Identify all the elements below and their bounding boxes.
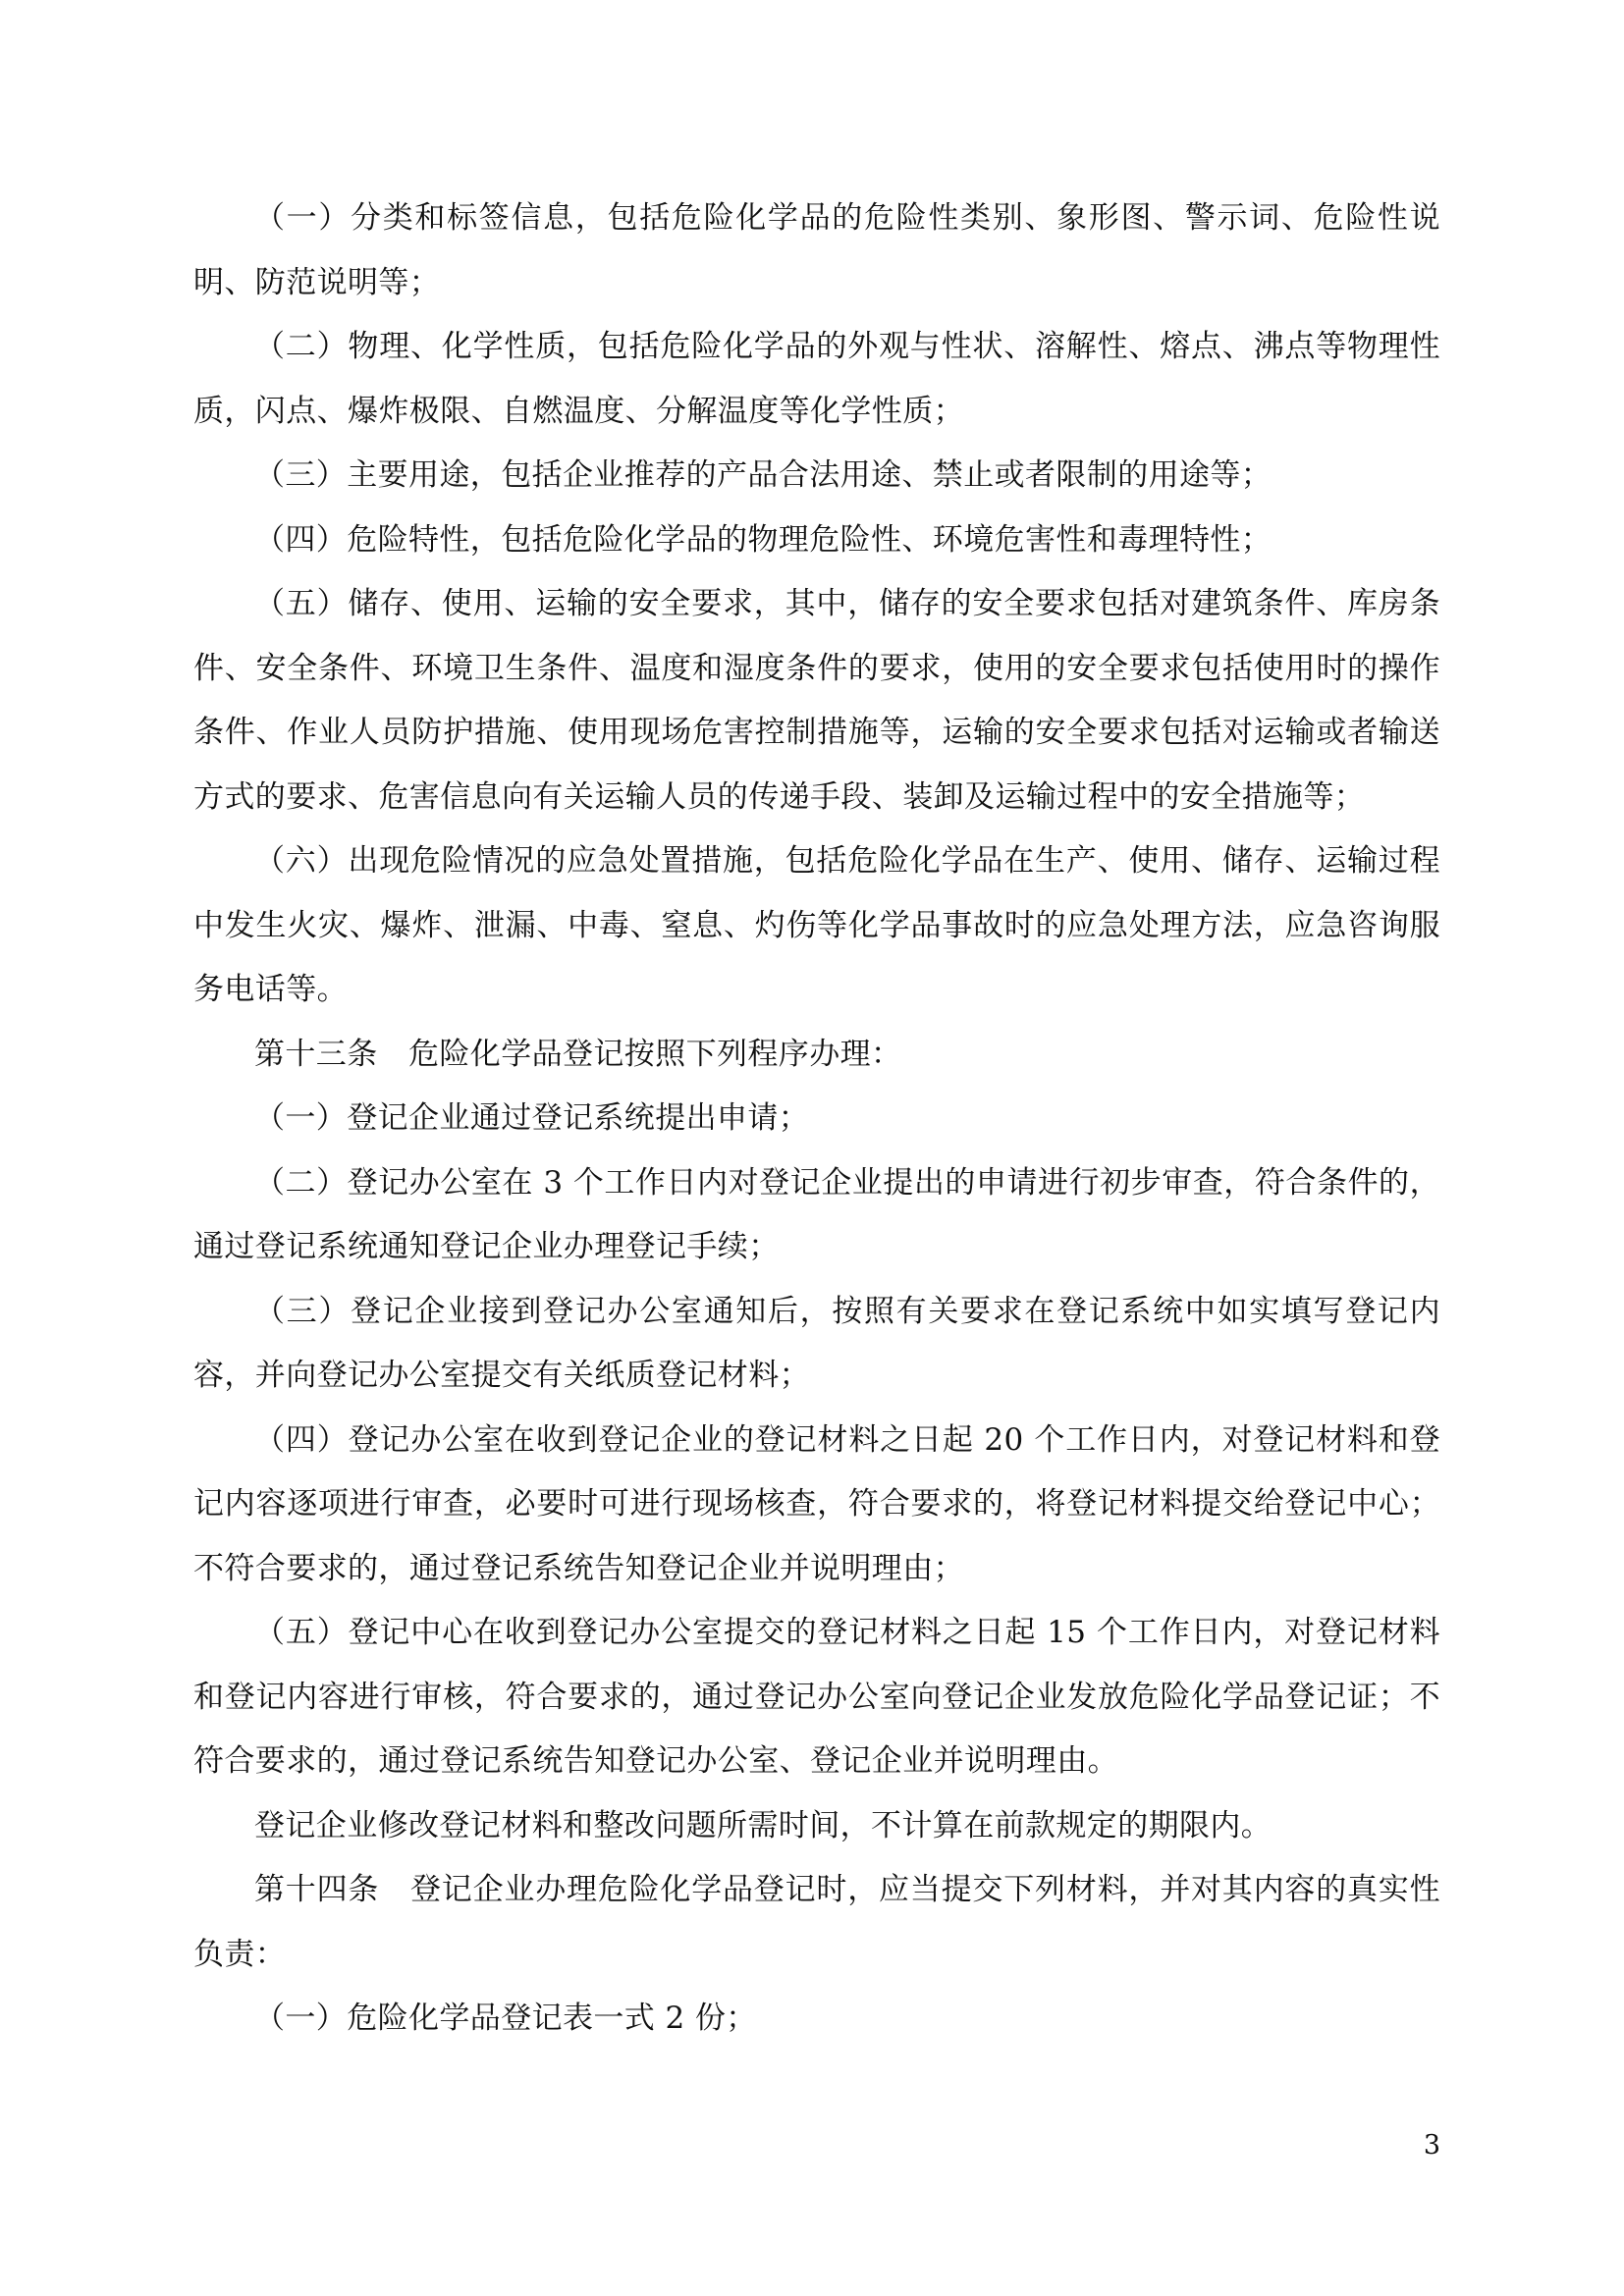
document-body bbox=[193, 187, 1440, 2052]
page-number: 3 bbox=[1423, 2130, 1440, 2161]
paragraph-time-exclusion: 登记企业修改登记材料和整改问题所需时间，不计算在前款规定的期限内。 bbox=[254, 1807, 1272, 1843]
article-14-heading: 第十四条 登记企业办理危险化学品登记时，应当提交下列材料，并对其内容的真实性负责： bbox=[193, 1872, 1440, 1972]
article-13-heading: 第十三条 危险化学品登记按照下列程序办理： bbox=[254, 1036, 902, 1072]
paragraph-emergency-measures: （六）出现危险情况的应急处置措施，包括危险化学品在生产、使用、储存、运输过程中发生火灾、爆炸、泄漏、中毒、窒息、灼伤等化学品事故时的应急处理方法，应急咨询服务电话等。 bbox=[193, 843, 1440, 1007]
paragraph-step-fill-registration: （三）登记企业接到登记办公室通知后，按照有关要求在登记系统中如实填写登记内容，并向登记办公室提交有关纸质登记材料； bbox=[193, 1293, 1440, 1393]
paragraph-registration-form: （一）危险化学品登记表一式 2 份； bbox=[254, 2001, 757, 2036]
paragraph-main-uses: （三）主要用途，包括企业推荐的产品合法用途、禁止或者限制的用途等； bbox=[254, 457, 1272, 493]
paragraph-step-preliminary-review: （二）登记办公室在 3 个工作日内对登记企业提出的申请进行初步审查，符合条件的，通过登记系统通知登记企业办理登记手续； bbox=[193, 1164, 1440, 1264]
paragraph-step-center-review: （五）登记中心在收到登记办公室提交的登记材料之日起 15 个工作日内，对登记材料和登记内容进行审核，符合要求的，通过登记办公室向登记企业发放危险化学品登记证；不符合要求的，通过登记系统告知登记办公室、登记企业并说明理由。 bbox=[193, 1615, 1440, 1779]
paragraph-physical-chemical-properties: （二）物理、化学性质，包括危险化学品的外观与性状、溶解性、熔点、沸点等物理性质，闪点、爆炸极限、自燃温度、分解温度等化学性质； bbox=[193, 329, 1440, 429]
paragraph-step-apply: （一）登记企业通过登记系统提出申请； bbox=[254, 1100, 810, 1136]
paragraph-classification-label: （一）分类和标签信息，包括危险化学品的危险性类别、象形图、警示词、危险性说明、防范说明等； bbox=[193, 200, 1440, 300]
paragraph-step-office-review: （四）登记办公室在收到登记企业的登记材料之日起 20 个工作日内，对登记材料和登记内容逐项进行审查，必要时可进行现场核查，符合要求的，将登记材料提交给登记中心；不符合要求的，通过登记系统告知登记企业并说明理由； bbox=[193, 1421, 1440, 1586]
paragraph-safety-requirements: （五）储存、使用、运输的安全要求，其中，储存的安全要求包括对建筑条件、库房条件、安全条件、环境卫生条件、温度和湿度条件的要求，使用的安全要求包括使用时的操作条件、作业人员防护措施、使用现场危害控制措施等，运输的安全要求包括对运输或者输送方式的要求、危害信息向有关运输人员的传递手段、装卸及运输过程中的安全措施等； bbox=[193, 586, 1440, 815]
paragraph-hazard-characteristics: （四）危险特性，包括危险化学品的物理危险性、环境危害性和毒理特性； bbox=[254, 521, 1272, 558]
